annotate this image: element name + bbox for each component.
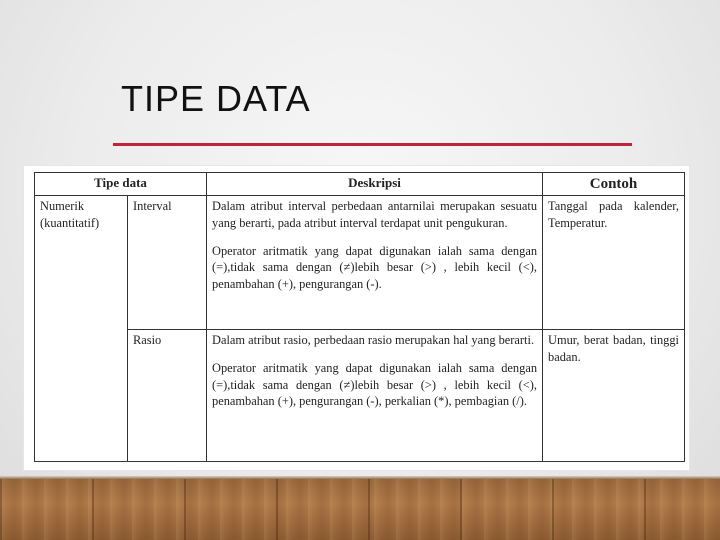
category-cell: Numerik (kuantitatif)	[35, 196, 128, 462]
description-paragraph: Dalam atribut rasio, perbedaan rasio merupakan hal yang berarti.	[212, 333, 535, 348]
table-row-interval	[35, 196, 685, 330]
table-header-row	[35, 173, 685, 196]
description-cell	[207, 196, 543, 330]
subtype-cell: Interval	[128, 196, 207, 330]
wooden-floor-background	[0, 479, 720, 540]
example-cell: Tanggal pada kalender, Temperatur.	[543, 196, 685, 330]
description-paragraph: Operator aritmatik yang dapat digunakan ialah sama dengan (=),tidak sama dengan (≠)lebih besar (>) , lebih kecil (<), penambahan (+), pengurangan (-), perkalian (*), pembagian (/).	[212, 360, 538, 409]
header-tipe-data: Tipe data	[35, 173, 207, 196]
table-image	[24, 166, 689, 470]
description-cell	[207, 330, 543, 462]
data-type-table	[34, 172, 685, 462]
title-underline	[113, 143, 632, 146]
example-cell: Umur, berat badan, tinggi badan.	[543, 330, 685, 462]
header-deskripsi: Deskripsi	[207, 173, 543, 196]
description-paragraph: Dalam atribut interval perbedaan antarnilai merupakan sesuatu yang berarti, pada atribut interval terdapat unit pengukuran.	[212, 199, 538, 230]
header-contoh: Contoh	[543, 173, 685, 196]
slide-title: TIPE DATA	[121, 78, 311, 119]
table-row-rasio	[35, 330, 685, 462]
subtype-cell: Rasio	[128, 330, 207, 462]
description-paragraph: Operator aritmatik yang dapat digunakan ialah sama dengan (=),tidak sama dengan (≠)lebih besar (>) , lebih kecil (<), penambahan (+), pengurangan (-).	[212, 243, 538, 292]
